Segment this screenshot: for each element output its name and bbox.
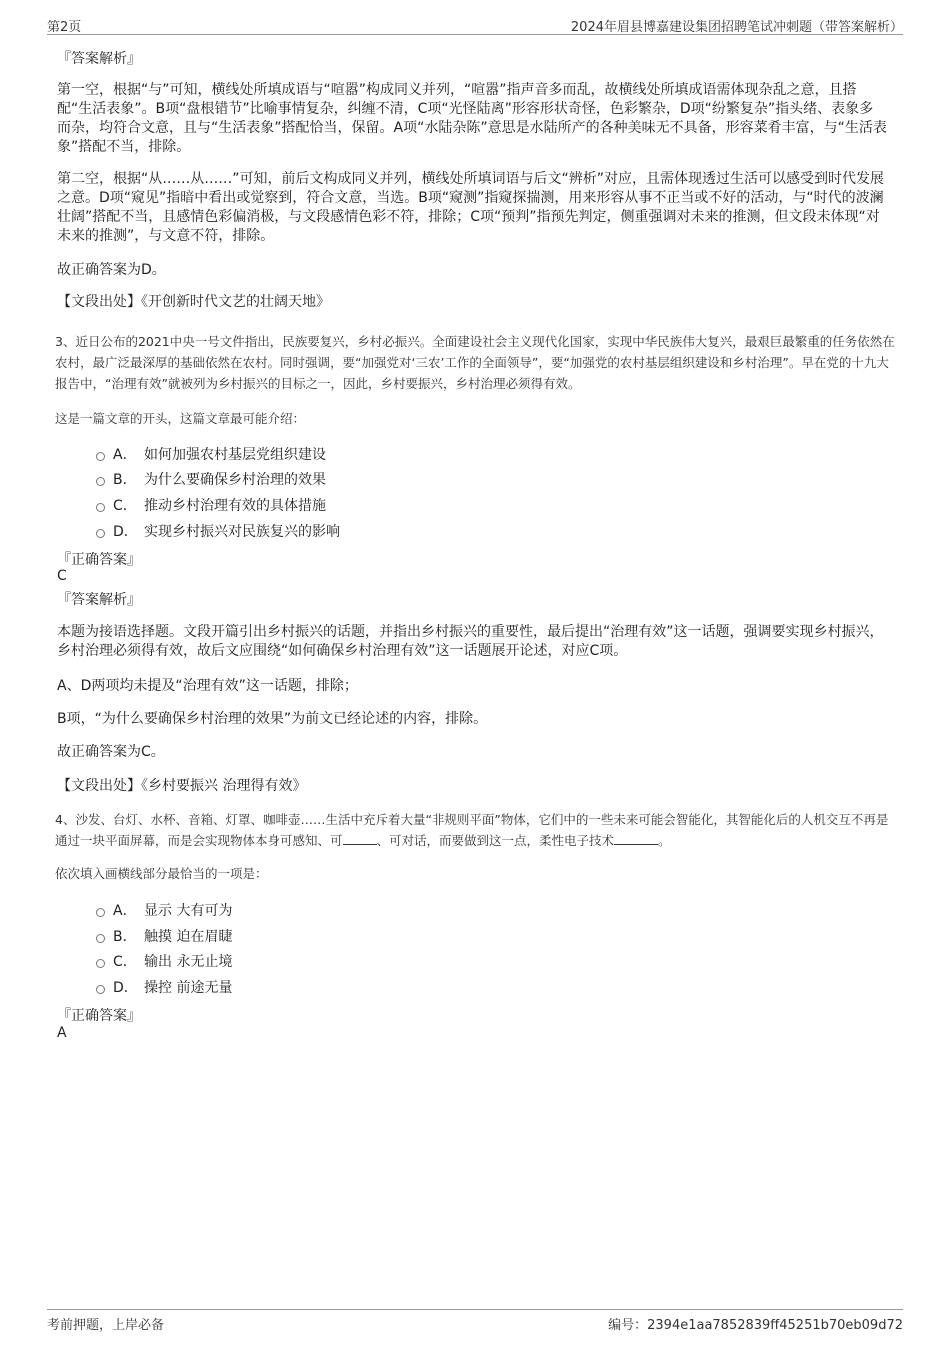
- answer-label: 『正确答案』: [57, 1008, 141, 1024]
- question-prompt: 这是一篇文章的开头，这篇文章最可能介绍：: [55, 411, 306, 426]
- footer-slogan: 考前押题，上岸必备: [47, 1318, 165, 1333]
- analysis-label: 『答案解析』: [57, 51, 141, 67]
- radio-icon[interactable]: [96, 959, 105, 968]
- answer-value: C: [57, 568, 67, 584]
- fill-blank-1: [343, 832, 377, 845]
- fill-blank-2: [614, 832, 658, 845]
- option-a[interactable]: A． 显示 大有可为: [96, 900, 232, 920]
- radio-icon[interactable]: [96, 529, 105, 538]
- analysis-paragraph: 本题为接语选择题。文段开篇引出乡村振兴的话题，并指出乡村振兴的重要性，最后提出“治理有效”这一话题，强调要实现乡村振兴，乡村治理必须得有效，故后文应围绕“如何确保乡村治理有效”这一话题展开论述，对应C项。: [57, 624, 884, 659]
- question-stem: 4、沙发、台灯、水杯、音箱、灯罩、咖啡壶……生活中充斥着大量“非规则平面”物体，它们中的一些未来可能会智能化，其智能化后的人机交互不再是通过一块平面屏幕，而是会实现物体本身可感知、可 、可对话，而要做到这一点，柔性电子技术 。: [55, 812, 889, 848]
- option-a[interactable]: A． 如何加强农村基层党组织建设: [96, 444, 326, 464]
- analysis-paragraph: 第一空，根据“与”可知，横线处所填成语与“喧嚣”构成同义并列，“喧嚣”指声音多而乱，故横线处所填成语需体现杂乱之意，且搭配“生活表象”。B项“盘根错节”比喻事情复杂，纠缠不清，C项“光怪陆离”形容形状奇怪，色彩繁杂，D项“纷繁复杂”指头绪、表象多而杂，均符合文意，且与“生活表象”搭配恰当，保留。A项“水陆杂陈”意思是水陆所产的各种美味无不具备，形容菜肴丰富，与“生活表象”搭配不当，排除。: [57, 82, 887, 155]
- radio-icon[interactable]: [96, 477, 105, 486]
- radio-icon[interactable]: [96, 452, 105, 461]
- option-c[interactable]: C． 输出 永无止境: [96, 951, 232, 971]
- option-d[interactable]: D． 操控 前途无量: [96, 977, 232, 997]
- analysis-label: 『答案解析』: [57, 592, 141, 608]
- answer-label: 『正确答案』: [57, 552, 141, 568]
- radio-icon[interactable]: [96, 985, 105, 994]
- page-number: 第2页: [47, 20, 82, 35]
- radio-icon[interactable]: [96, 934, 105, 943]
- source-text: 【文段出处】《乡村要振兴 治理得有效》: [57, 778, 307, 794]
- option-b[interactable]: B． 为什么要确保乡村治理的效果: [96, 469, 326, 489]
- page-footer: [47, 1309, 903, 1332]
- option-d[interactable]: D． 实现乡村振兴对民族复兴的影响: [96, 521, 340, 541]
- answer-value: A: [57, 1025, 67, 1041]
- question-stem: 3、近日公布的2021中央一号文件指出，民族要复兴，乡村必振兴。全面建设社会主义现代化国家，实现中华民族伟大复兴，最艰巨最繁重的任务依然在农村，最广泛最深厚的基础依然在农村。同时强调，要“加强党对‘三农’工作的全面领导”，要“加强党的农村基层组织建设和乡村治理”。早在党的十九大报告中，“治理有效”就被列为乡村振兴的目标之一，因此，乡村要振兴，乡村治理必须得有效。: [55, 334, 895, 391]
- conclusion-text: 故正确答案为C。: [57, 744, 165, 760]
- document-code: 编号：2394e1aa7852839ff45251b70eb09d72: [608, 1318, 903, 1333]
- analysis-paragraph: A、D两项均未提及“治理有效”这一话题，排除；: [57, 678, 358, 694]
- analysis-paragraph: B项，“为什么要确保乡村治理的效果”为前文已经论述的内容，排除。: [57, 711, 488, 727]
- document-title: 2024年眉县博嘉建设集团招聘笔试冲刺题（带答案解析）: [570, 20, 903, 35]
- conclusion-text: 故正确答案为D。: [57, 262, 166, 278]
- source-text: 【文段出处】《开创新时代文艺的壮阔天地》: [57, 294, 330, 310]
- analysis-paragraph: 第二空，根据“从……从……”可知，前后文构成同义并列，横线处所填词语与后文“辨析”对应，且需体现透过生活可以感受到时代发展之意。D项“窥见”指暗中看出或觉察到，符合文意，当选。B项“窥测”指窥探揣测，用来形容从事不正当或不好的活动，与“时代的波澜壮阔”搭配不当，且感情色彩偏消极，与文段感情色彩不符，排除；C项“预判”指预先判定，侧重强调对未来的推测，但文段未体现“对未来的推测”，与文意不符，排除。: [57, 171, 885, 244]
- radio-icon[interactable]: [96, 503, 105, 512]
- page-header: [47, 14, 903, 35]
- question-prompt: 依次填入画横线部分最恰当的一项是：: [55, 866, 268, 881]
- option-b[interactable]: B． 触摸 迫在眉睫: [96, 926, 232, 946]
- option-c[interactable]: C． 推动乡村治理有效的具体措施: [96, 495, 326, 515]
- radio-icon[interactable]: [96, 908, 105, 917]
